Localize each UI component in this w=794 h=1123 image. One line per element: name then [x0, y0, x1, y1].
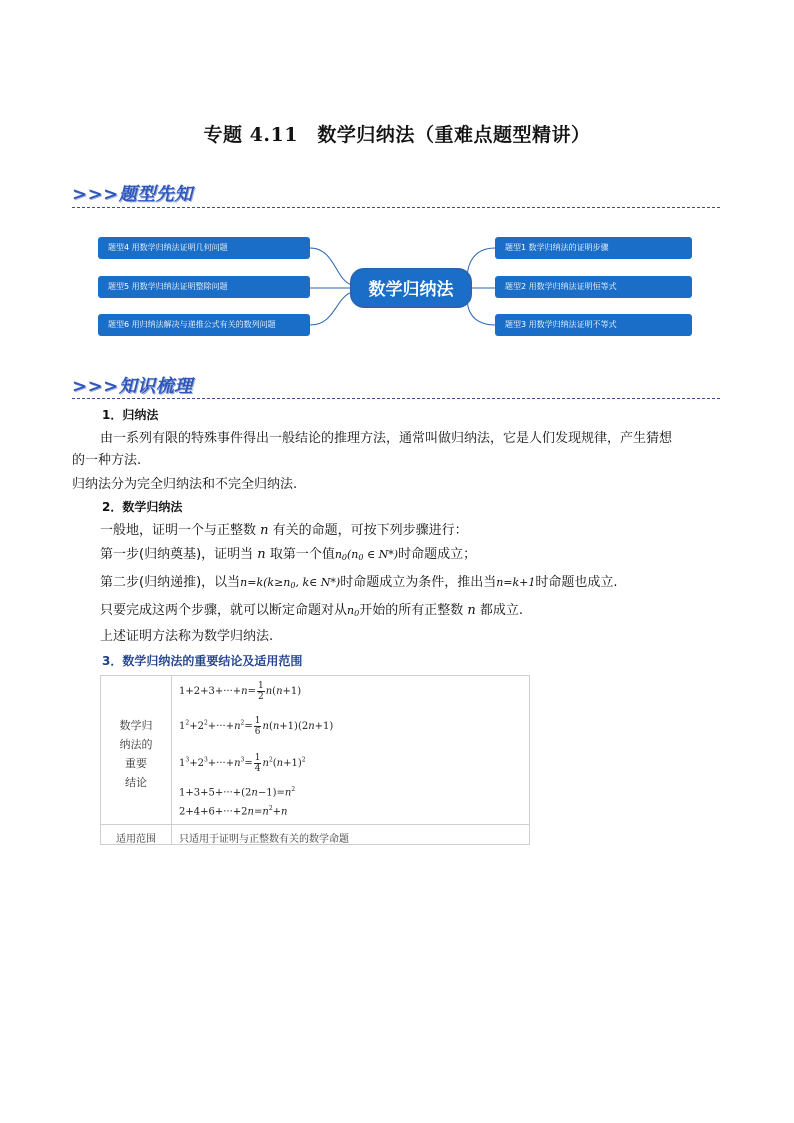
formula-sum-cubes: $1^3+2^3+\cdot\cdot\cdot+n^3=$ $\frac{1}{4}$ $n^2(n+1)^2$ [179, 753, 306, 774]
formula-sum-squares: $1^2+2^2+\cdot\cdot\cdot+n^2=$ $\frac{1}{6}$ n(n+1)(2n+1) [179, 716, 334, 737]
row2-label: 适用范围 [116, 834, 156, 845]
k3-heading: 3．数学归纳法的重要结论及适用范围 [102, 654, 303, 668]
k2-line3-math-b: n=k+1 [496, 576, 536, 589]
formula-sum-odds: $1+3+5+\cdot\cdot\cdot+(2n-1)=n^2$ [179, 786, 296, 799]
section-heading-question-types: >>>题型先知 [72, 184, 193, 205]
k2-line3: 第二步(归纳递推)，以当$n=k(k\ge n_0$, k∈ N*)时命题成立为条件，推出当n=k+1时命题也成立. [100, 575, 618, 590]
k2-line2-math: $n_0(n_0$ ∈ N*) [334, 548, 399, 562]
mindmap-node-type5: 题型5 用数学归纳法证明整除问题 [98, 276, 310, 298]
k2-line2: 第一步(归纳奠基)，证明当 n 取第一个值$n_0(n_0$ ∈ N*)时命题成立； [100, 547, 477, 562]
k1-paragraph-line1: 由一系列有限的特殊事件得出一般结论的推理方法，通常叫做归纳法，它是人们发现规律，产生猜想 [100, 431, 673, 446]
formula-sum-evens: $2+4+6+\cdot\cdot\cdot+2n=n^2+n$ [179, 805, 288, 818]
k2-line5: 上述证明方法称为数学归纳法. [100, 629, 274, 644]
conclusions-table [100, 675, 530, 845]
mindmap-center-node: 数学归纳法 [350, 268, 472, 308]
mindmap-node-type1: 题型1 数学归纳法的证明步骤 [495, 237, 692, 259]
k1-paragraph-2: 归纳法分为完全归纳法和不完全归纳法. [72, 477, 298, 492]
k2-line3-math-a: $n=k(k\ge n_0$, k∈ N*) [240, 576, 341, 590]
mindmap-node-type2: 题型2 用数学归纳法证明恒等式 [495, 276, 692, 298]
mindmap-node-type6: 题型6 用归纳法解决与递推公式有关的数列问题 [98, 314, 310, 336]
section-divider [72, 398, 720, 399]
formula-sum-integers: 1+2+3+···+n= $\frac{1}{2}$ n(n+1) [179, 681, 302, 702]
row2-value: 只适用于证明与正整数有关的数学命题 [179, 834, 349, 845]
k1-paragraph-line2: 的一种方法. [72, 453, 142, 468]
row1-label: 数学归 纳法的 重要 结论 [119, 719, 153, 789]
mindmap-node-type3: 题型3 用数学归纳法证明不等式 [495, 314, 692, 336]
section-divider [72, 207, 720, 208]
k2-heading: 2．数学归纳法 [102, 500, 183, 514]
mindmap-node-type4: 题型4 用数学归纳法证明几何问题 [98, 237, 310, 259]
page-title: 专题 4.11 数学归纳法（重难点题型精讲） [203, 124, 591, 146]
k2-line1: 一般地，证明一个与正整数 n 有关的命题，可按下列步骤进行： [100, 523, 468, 538]
k2-line4: 只要完成这两个步骤，就可以断定命题对从$n_0$开始的所有正整数 n 都成立. [100, 603, 524, 618]
k1-heading: 1．归纳法 [102, 408, 159, 422]
section-heading-knowledge: >>>知识梳理 [72, 376, 193, 397]
